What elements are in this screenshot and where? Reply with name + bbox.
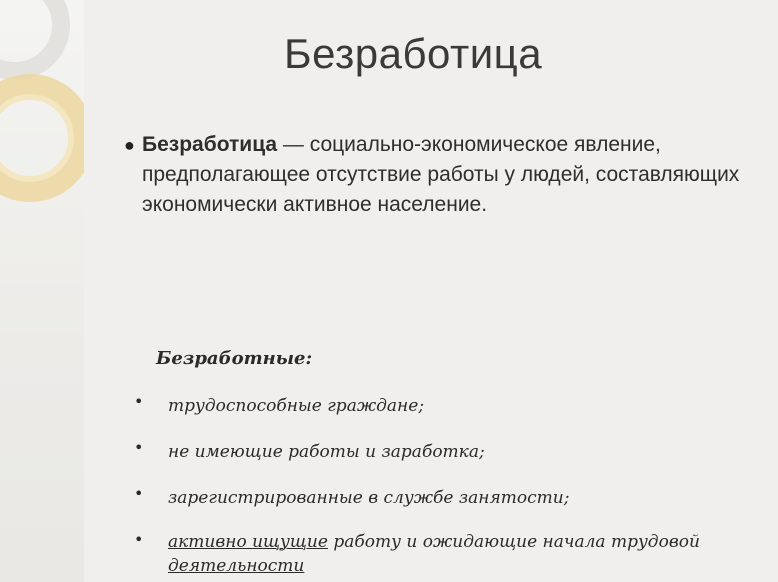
- list-item: [134, 530, 774, 576]
- list-item-tail: деятельности: [168, 556, 305, 576]
- left-decor-strip: [0, 0, 84, 582]
- list-item-text: [168, 530, 748, 578]
- decor-arc: [0, 0, 70, 80]
- unemployed-list: [134, 392, 774, 576]
- bullet-dot: ●: [124, 135, 135, 155]
- bullet-dot: •: [134, 530, 144, 549]
- list-item: [134, 484, 774, 530]
- slide: [84, 0, 778, 582]
- unemployed-heading: Безработные:: [156, 348, 313, 369]
- definition-paragraph: [124, 130, 742, 220]
- bullet-dot: •: [134, 438, 144, 457]
- bullet-dot: •: [134, 484, 144, 503]
- list-item: [134, 392, 774, 438]
- list-item-text: зарегистрированные в службе занятости;: [168, 488, 570, 508]
- definition-text: — социально-экономическое явление, предполагающее отсутствие работы у людей, составляющих экономически активное население.: [142, 133, 740, 216]
- list-item-rest: работу и ожидающие начала трудовой: [327, 532, 700, 552]
- list-item: [134, 438, 774, 484]
- list-item-text: не имеющие работы и заработка;: [168, 442, 485, 462]
- underlined-phrase: активно ищущие: [168, 532, 328, 552]
- bullet-dot: •: [134, 392, 144, 411]
- slide-title: Безработица: [284, 30, 543, 77]
- definition-term: Безработица: [142, 133, 278, 156]
- list-item-text: трудоспособные граждане;: [168, 396, 425, 416]
